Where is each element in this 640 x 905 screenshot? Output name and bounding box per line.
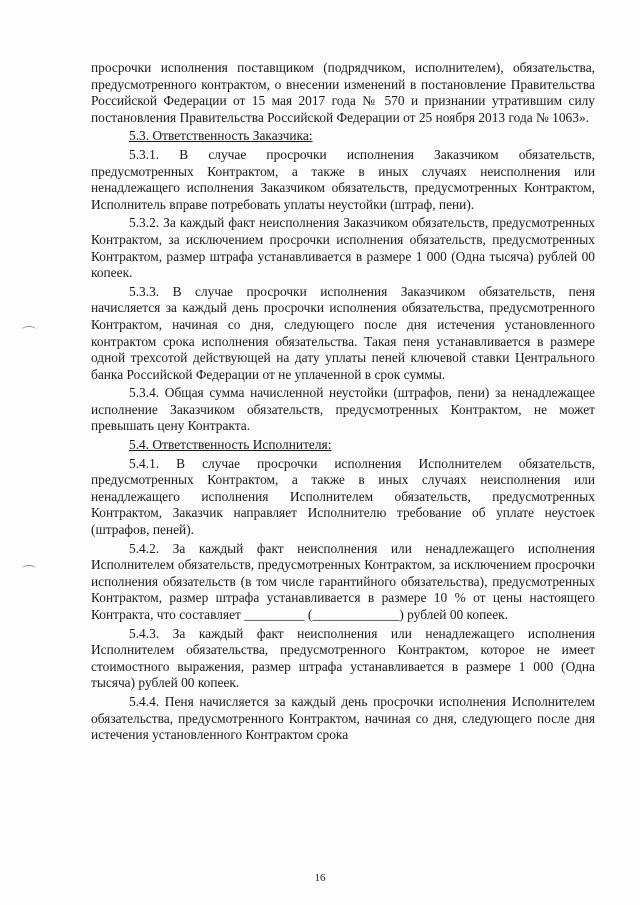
amount-blank-words: _____________	[312, 607, 400, 622]
clause-5-4-2-text: 5.4.2. За каждый факт неисполнения или ненадлежащего исполнения Исполнителем обязательств, предусмотренных Контрактом, за исключением просрочки исполнения обязательств (в том числе гарантийного обязательства), предусмотренных Контрактом, размер штрафа устанавливается в размере 10 % от цены настоящего Контракта, что составляет	[91, 540, 595, 622]
clause-5-3-3: 5.3.3. В случае просрочки исполнения Заказчиком обязательств, пеня начисляется за каждый день просрочки исполнения обязательства, предусмотренного Контрактом, начиная со дня, следующего после дня истечения установленного контрактом срока исполнения обязательства. Такая пеня устанавливается в размере одной трехсотой действующей на дату уплаты пеней ключевой ставки Центрального банка Российской Федерации от не уплаченной в срок суммы.	[91, 283, 595, 382]
document-body	[91, 60, 595, 744]
clause-5-4-3: 5.4.3. За каждый факт неисполнения или ненадлежащего исполнения Исполнителем обязательства, предусмотренного Контрактом, которое не имеет стоимостного выражения, размер штрафа устанавливается в размере 1 000 (Одна тысяча) рублей 00 копеек.	[91, 625, 595, 691]
section-heading-5-3: 5.3. Ответственность Заказчика:	[129, 128, 313, 144]
clause-5-4-1: 5.4.1. В случае просрочки исполнения Исполнителем обязательств, предусмотренных Контрактом, а также в иных случаях неисполнения или ненадлежащего исполнения Исполнителем обязательств, предусмотренных Контрактом, Заказчик направляет Исполнителю требование об уплате неустоек (штрафов, пеней).	[91, 455, 595, 538]
clause-5-3-4: 5.3.4. Общая сумма начисленной неустойки (штрафов, пени) за ненадлежащее исполнение Заказчиком обязательств, предусмотренных Контрактом, не может превышать цену Контракта.	[91, 385, 595, 434]
clause-5-4-2	[91, 541, 595, 624]
section-heading-5-4: 5.4. Ответственность Исполнителя:	[129, 437, 332, 453]
clause-5-3-1: 5.3.1. В случае просрочки исполнения Заказчиком обязательств, предусмотренных Контрактом, а также в иных случаях неисполнения или ненадлежащего исполнения Заказчиком обязательств, предусмотренных Контрактом, Исполнитель вправе потребовать уплаты неустойки (штраф, пени).	[91, 146, 595, 212]
scan-artifact-mark	[22, 326, 36, 333]
page-number: 16	[314, 872, 326, 884]
scan-artifact-mark	[22, 565, 36, 572]
clause-5-3-2: 5.3.2. За каждый факт неисполнения Заказчиком обязательств, предусмотренных Контрактом, за исключением просрочки исполнения обязательств, предусмотренных Контрактом, размер штрафа устанавливается в размере 1 000 (Одна тысяча) рублей 00 копеек.	[91, 215, 595, 281]
paragraph-continuation: просрочки исполнения поставщиком (подрядчиком, исполнителем), обязательства, предусмотренного контрактом, о внесении изменений в постановление Правительства Российской Федерации от 15 мая 2017 года № 570 и признании утратившим силу постановления Правительства Российской Федерации от 25 ноября 2013 года № 1063».	[91, 60, 595, 125]
clause-5-4-4: 5.4.4. Пеня начисляется за каждый день просрочки исполнения Исполнителем обязательства, предусмотренного Контрактом, начиная со дня, следующего после дня истечения установленного Контрактом срока	[91, 693, 595, 743]
amount-currency-tail: ) рублей 00 копеек.	[399, 607, 508, 622]
open-paren: (	[304, 607, 313, 622]
amount-blank-numeric: _________	[244, 607, 305, 622]
